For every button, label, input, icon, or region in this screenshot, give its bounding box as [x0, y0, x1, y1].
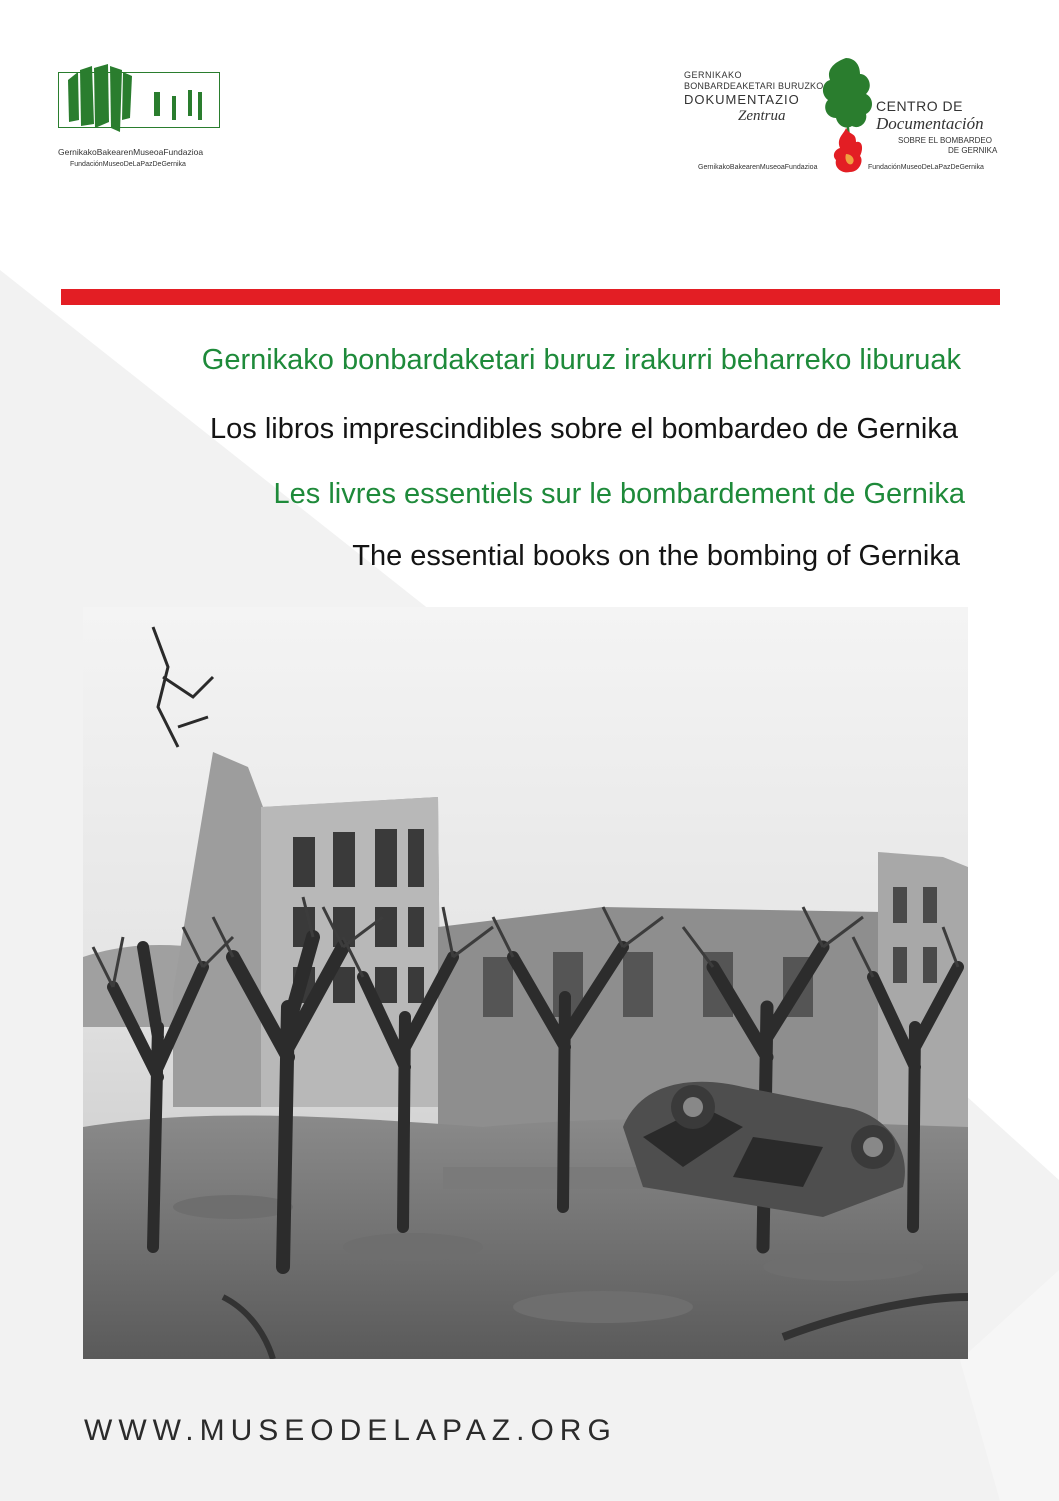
website-url[interactable]: WWW.MUSEODELAPAZ.ORG	[84, 1414, 617, 1447]
oak-tree-flame-icon	[816, 56, 878, 176]
logo-right-es-line3: SOBRE EL BOMBARDEO	[898, 136, 992, 145]
logo-right-footer-right: FundaciónMuseoDeLaPazDeGernika	[868, 164, 984, 171]
ruined-town-photo	[83, 607, 968, 1359]
logo-right-eu-line3: DOKUMENTAZIO	[684, 92, 800, 107]
logo-left-line2: FundaciónMuseoDeLaPazDeGernika	[70, 161, 186, 168]
logo-right-eu-line2: BONBARDEAKETARI BURUZKO	[684, 81, 824, 91]
brushstroke-logo-mark	[64, 62, 134, 138]
logo-right-es-line4: DE GERNIKA	[948, 146, 998, 155]
photo-scene	[83, 607, 968, 1359]
red-divider	[61, 289, 1000, 305]
heading-french: Les livres essentiels sur le bombardement de Gernika	[273, 478, 965, 510]
heading-basque: Gernikako bonbardaketari buruz irakurri beharreko liburuak	[201, 344, 961, 376]
logo-right-eu-line4: Zentrua	[738, 108, 786, 124]
logo-right-es-line1: CENTRO DE	[876, 98, 963, 114]
museum-logo[interactable]	[58, 62, 228, 174]
heading-spanish: Los libros imprescindibles sobre el bombardeo de Gernika	[210, 413, 958, 445]
logo-right-footer-left: GernikakoBakearenMuseoaFundazioa	[698, 164, 818, 171]
documentation-center-logo[interactable]	[680, 56, 1010, 178]
logo-right-es-line2: Documentación	[876, 114, 984, 133]
logo-small-strokes	[146, 86, 216, 126]
logo-right-eu-line1: GERNIKAKO	[684, 70, 743, 80]
heading-english: The essential books on the bombing of Gernika	[352, 540, 960, 572]
logo-left-line1: GernikakoBakearenMuseoaFundazioa	[58, 147, 204, 157]
